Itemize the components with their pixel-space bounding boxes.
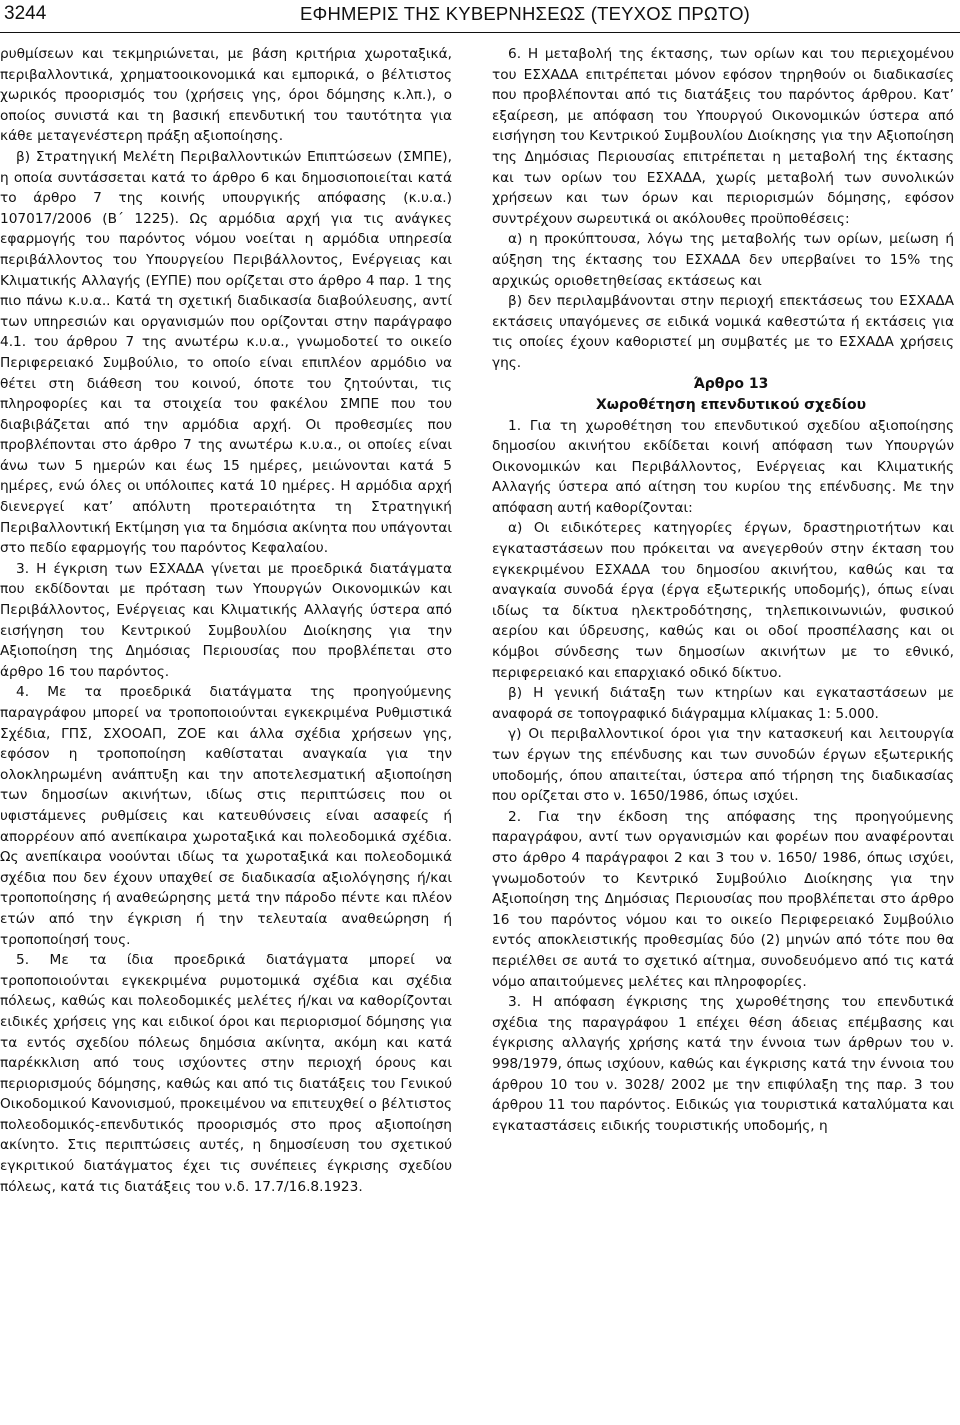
paragraph: 5. Με τα ίδια προεδρικά διατάγματα μπορεί να τροποποιούνται εγκεκριμένα ρυμοτομικά σχέδια και σχέδια πόλεως, καθώς και πολεοδομικές μελέτες ή/και να καθορίζονται ειδικές χρήσεις γης και ειδικοί όροι και περιορισμοί δόμησης για τα εντός σχεδίου πόλεως δημόσια ακίνητα, ακόμη και κατά παρέκκλιση από τους ισχύοντες στην περιοχή όρους και περιορισμούς δόμησης, καθώς και από τις διατάξεις του Γενικού Οικοδομικού Κανονισμού, προκειμένου να επιτευχθεί ο βέλτιστος πολεοδομικός-επενδυτικός προορισμός στο προς αξιοποίηση ακίνητο. Στις περιπτώσεις αυτές, η δημοσίευση του σχετικού εγκριτικού διατάγματος έχει τις συνέπειες έγκρισης σχεδίου πόλεως, κατά τις διατάξεις του ν.δ. 17.7/16.8.1923. [0,952,452,1195]
paragraph: ρυθμίσεων και τεκμηριώνεται, με βάση κριτήρια χωροταξικά, περιβαλλοντικά, χρηματοοικονομικά και εμπορικά, ο βέλτιστος χωρικός προορισμός του (χρήσεις γης, όροι δόμησης κ.λπ.), ο οποίος συνιστά και τη βασική επενδυτική του ταυτότητα για κάθε μεταγενέστερη πράξη αξιοποίησης. [0,46,452,145]
paragraph: 2. Για την έκδοση της απόφασης της προηγούμενης παραγράφου, αντί των οργανισμών και φορέων που αναφέρονται στο άρθρο 4 παράγραφοι 2 και 3 του ν. 1650/ 1986, όπως ισχύει, γνωμοδοτούν το Κεντρικό Συμβούλιο Διοίκησης για την Αξιοποίηση της Δημόσιας Περιουσίας που προβλέπεται στο άρθρο 16 του παρόντος νόμου και το οικείο Περιφερειακό Συμβούλιο εντός αποκλειστικής προθεσμίας δύο (2) μηνών από τότε που θα περιέλθει σε αυτά το σχετικό αίτημα, συνοδευόμενο από τις κατά νόμο απαιτούμενες μελέτες και πληροφορίες. [492,808,954,990]
page-header [0,0,960,28]
paragraph: 3. Η απόφαση έγκρισης της χωροθέτησης του επενδυτικά σχέδια της παραγράφου 1 επέχει θέση άδειας επέμβασης και έγκρισης αλλαγής χρήσης κατά την έννοια των άρθρων του ν. 998/1979, όπως ισχύουν, καθώς και έγκρισης κατά την έννοια του άρθρου 10 του ν. 3028/ 2002 με την επιφύλαξη της παρ. 3 του άρθρου 11 του παρόντος. Ειδικώς για τουριστικά καταλύματα και εγκαταστάσεις ειδικής τουριστικής υποδομής, η [492,994,954,1134]
paragraph: γ) Οι περιβαλλοντικοί όροι για την κατασκευή και λειτουργία των έργων της επένδυσης και των συνοδών έργων εξωτερικής υποδομής, όπου απαιτείται, ύστερα από τήρηση της διαδικασίας που ορίζεται στο ν. 1650/1986, όπως ισχύει. [492,726,954,805]
paragraph: α) Οι ειδικότερες κατηγορίες έργων, δραστηριοτήτων και εγκαταστάσεων που πρόκειται να ανεγερθούν στην έκταση του εγκεκριμένου ΕΣΧΑΔΑ του δημοσίου ακινήτου, καθώς και τα αναγκαία συνοδά έργα (έργα εξωτερικής υποδομής), όπως είναι ιδίως τα δίκτυα ηλεκτροδότησης, τηλεπικοινωνιών, φυσικού αερίου και ύδρευσης, καθώς και οι οδοί προσπέλασης και οι κόμβοι σύνδεσης των δημοσίων ακινήτων με το εθνικό, περιφερειακό και επαρχιακό οδικό δίκτυο. [492,520,954,681]
article-heading: Άρθρο 13 [693,375,769,392]
journal-title: ΕΦΗΜΕΡΙΣ ΤΗΣ ΚΥΒΕΡΝΗΣΕΩΣ (ΤΕΥΧΟΣ ΠΡΩΤΟ) [299,3,751,24]
paragraph: 4. Με τα προεδρικά διατάγματα της προηγούμενης παραγράφου μπορεί να τροποποιούνται εγκεκριμένα Ρυθμιστικά Σχέδια, ΓΠΣ, ΣΧΟΟΑΠ, ΖΟΕ και άλλα σχέδια χρήσεων γης, εφόσον η τροποποίηση καθίσταται αναγκαία για την ολοκληρωμένη ανάπτυξη και την αποτελεσματική αξιοποίηση των δημοσίων ακινήτων, ιδίως στις περιπτώσεις που οι υφιστάμενες ρυθμίσεις και κατευθύνσεις είναι ασαφείς ή απορρέουν από ανεπίκαιρα χωροταξικά και πολεοδομικά σχέδια. Ως ανεπίκαιρα νοούνται ιδίως τα χωροταξικά και πολεοδομικά σχέδια που δεν έχουν υπαχθεί σε διαδικασία αξιολόγησης ή/και τροποποίησης ή αναθεώρησης μετά την πάροδο πέντε και πλέον ετών από την έγκριση ή την τελευταία αναθεώρηση ή τροποποίησή τους. [0,684,452,948]
right-column [492,44,954,1136]
paragraph: 3. Η έγκριση των ΕΣΧΑΔΑ γίνεται με προεδρικά διατάγματα που εκδίδονται με πρόταση των Υπουργών Οικονομικών και Περιβάλλοντος, Ενέργειας και Κλιματικής Αλλαγής ύστερα από εισήγηση του Κεντρικού Συμβουλίου Διοίκησης για την Αξιοποίηση της Δημόσιας Περιουσίας που προβλέπεται στο άρθρο 16 του παρόντος. [0,560,452,680]
paragraph: β) Η γενική διάταξη των κτηρίων και εγκαταστάσεων με αναφορά σε τοπογραφικό διάγραμμα κλίμακας 1: 5.000. [492,685,954,722]
paragraph: β) Στρατηγική Μελέτη Περιβαλλοντικών Επιπτώσεων (ΣΜΠΕ), η οποία συντάσσεται κατά το άρθρο 6 και δημοσιοποιείται κατά το άρθρο 7 της κοινής υπουργικής απόφασης (κ.υ.α.) 107017/2006 (Β΄ 1225). Ως αρμόδια αρχή για τις ανάγκες εφαρμογής του παρόντος νόμου νοείται η αρμόδια υπηρεσία περιβάλλοντος του Υπουργείου Περιβάλλοντος, Ενέργειας και Κλιματικής Αλλαγής (ΕΥΠΕ) που ορίζεται στο άρθρο 4 παρ. 1 της πιο πάνω κ.υ.α.. Κατά τη σχετική διαδικασία διαβούλευσης, αντί των υπηρεσιών και οργανισμών που ορίζονται στην παράγραφο 4.1. του άρθρου 7 της ανωτέρω κ.υ.α., γνωμοδοτεί το οικείο Περιφερειακό Συμβούλιο, το οποίο είναι επιπλέον αρμόδιο να θέτει στη διάθεση του κοινού, όποτε του ζητούνται, τις πληροφορίες και τα στοιχεία του φακέλου ΣΜΠΕ που του διαβιβάζεται από την αρμόδια αρχή. Οι προθεσμίες που προβλέπονται στο άρθρο 7 της ανωτέρω κ.υ.α., οι οποίες είναι άνω των 5 ημερών και έως 15 ημέρες, μειώνονται κατά 5 ημέρες, ενώ όλες οι υπόλοιπες κατά 10 ημέρες. Η αρμόδια αρχή διενεργεί κατ’ απόλυτη προτεραιότητα τη Στρατηγική Περιβαλλοντική Εκτίμηση για τα δημόσια ακίνητα που υπάγονται στο πεδίο εφαρμογής του παρόντος Κεφαλαίου. [0,148,452,557]
paragraph: α) η προκύπτουσα, λόγω της μεταβολής των ορίων, μείωση ή αύξηση της έκτασης του ΕΣΧΑΔΑ δεν υπερβαίνει το 15% της αρχικώς οριοθετηθείσας εκτάσεως και [492,231,954,289]
header-rule [0,32,960,33]
paragraph: 6. Η μεταβολή της έκτασης, των ορίων και του περιεχομένου του ΕΣΧΑΔΑ επιτρέπεται μόνον εφόσον τηρηθούν οι διαδικασίες που προβλέπονται από τις διατάξεις του παρόντος άρθρου. Κατ’ εξαίρεση, με απόφαση του Υπουργού Οικονομικών ύστερα από εισήγηση του Κεντρικού Συμβουλίου Διοίκησης για την Αξιοποίηση της Δημόσιας Περιουσίας επιτρέπεται η μεταβολή της έκτασης και των ορίων του ΕΣΧΑΔΑ, χωρίς μεταβολή των συνολικών χρήσεων και των όρων και περιορισμών δόμησης, εφόσον συντρέχουν σωρευτικά οι ακόλουθες προϋποθέσεις: [492,46,954,227]
paragraph: 1. Για τη χωροθέτηση του επενδυτικού σχεδίου αξιοποίησης δημοσίου ακινήτου εκδίδεται κοινή απόφαση των Υπουργών Οικονομικών και Περιβάλλοντος, Ενέργειας και Κλιματικής Αλλαγής ύστερα από αίτηση του κυρίου της επένδυσης. Με την απόφαση αυτή καθορίζονται: [492,417,954,516]
paragraph: β) δεν περιλαμβάνονται στην περιοχή επεκτάσεως του ΕΣΧΑΔΑ εκτάσεις υπαγόμενες σε ειδικά νομικά καθεστώτα ή εκτάσεις για τις οποίες έχουν καθοριστεί μη συμβατές με το ΕΣΧΑΔΑ χρήσεις γης. [492,293,954,371]
left-column [0,44,452,1197]
page-number: 3244 [4,3,47,24]
article-title: Χωροθέτηση επενδυτικού σχεδίου [595,396,867,413]
